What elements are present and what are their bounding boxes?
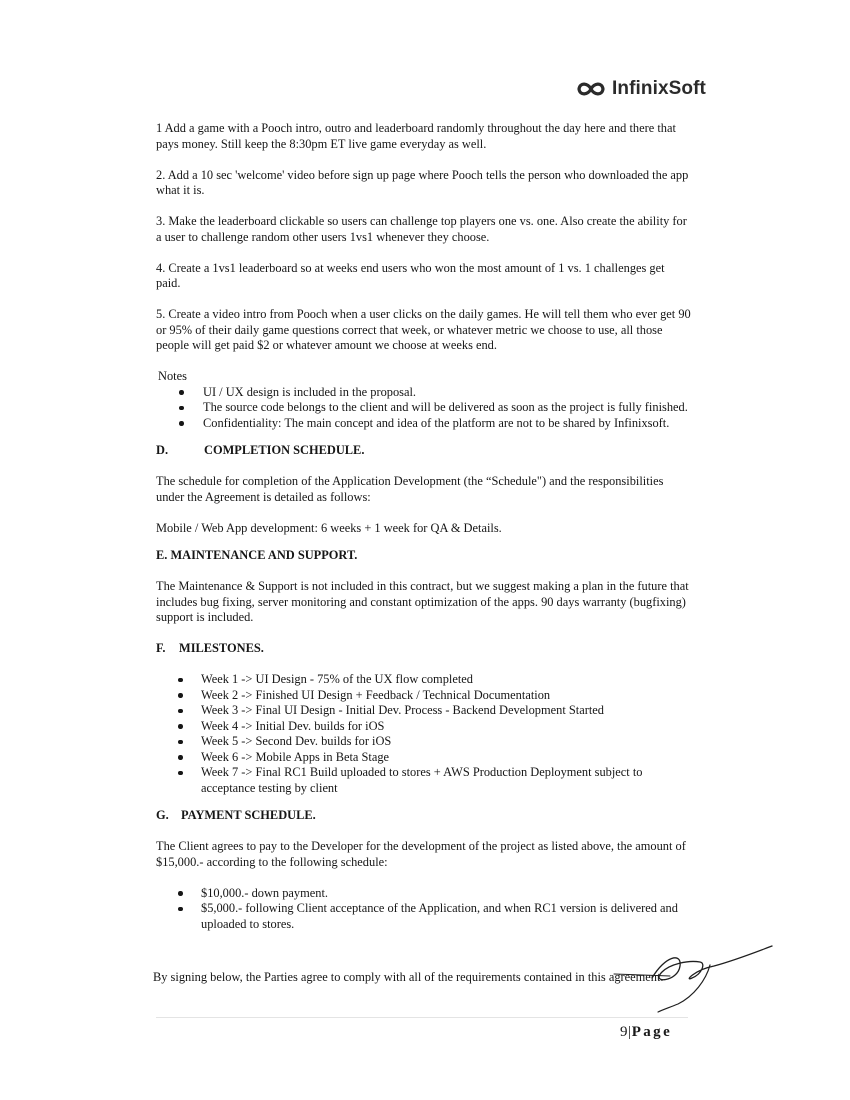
milestone-item: Week 3 -> Final UI Design - Initial Dev. Process - Backend Development Started xyxy=(156,703,692,719)
signature-icon xyxy=(610,938,780,1018)
section-d-body: The schedule for completion of the Application Development (the “Schedule") and the responsibilities under the Agreement is detailed as follows: xyxy=(156,474,664,504)
page-number-value: 9 xyxy=(620,1024,629,1040)
logo-text-infinix: Infinix xyxy=(612,78,669,99)
footer-divider xyxy=(156,1017,688,1018)
section-g-heading xyxy=(156,808,692,824)
agreement-statement: By signing below, the Parties agree to comply with all of the requirements contained in this agreement. xyxy=(153,970,664,984)
section-f-letter: F. xyxy=(156,641,166,655)
list-item-3: 3. Make the leaderboard clickable so users can challenge top players one vs. one. Also create the ability for a user to challenge random other users 1vs1 whenever they choose. xyxy=(156,214,687,244)
logo-text-soft: Soft xyxy=(668,78,706,99)
milestone-item: Week 4 -> Initial Dev. builds for iOS xyxy=(156,719,692,735)
notes-bullet: UI / UX design is included in the proposal. xyxy=(156,385,692,401)
list-item-5: 5. Create a video intro from Pooch when a user clicks on the daily games. He will tell them who ever get 90 or 95% of their daily game questions correct that week, or whatever metric we choose to use, all those people will get paid $2 or whatever amount we choose at weeks end. xyxy=(156,307,691,352)
section-e-body: The Maintenance & Support is not included in this contract, but we suggest making a plan in the future that includes bug fixing, server monitoring and constant optimization of the apps. 90 days warranty (bugfixing) support is included. xyxy=(156,579,689,624)
section-d-line: Mobile / Web App development: 6 weeks + 1 week for QA & Details. xyxy=(156,520,502,535)
milestone-item: Week 7 -> Final RC1 Build uploaded to stores + AWS Production Deployment subject to acceptance testing by client xyxy=(156,765,692,796)
section-g-body: The Client agrees to pay to the Developer for the development of the project as listed above, the amount of $15,000.- according to the following schedule: xyxy=(156,839,686,869)
notes-bullet: The source code belongs to the client and will be delivered as soon as the project is fully finished. xyxy=(156,400,692,416)
section-g-letter: G. xyxy=(156,808,169,822)
notes-list xyxy=(156,385,692,432)
milestone-item: Week 2 -> Finished UI Design + Feedback / Technical Documentation xyxy=(156,688,692,704)
notes-title: Notes xyxy=(158,369,187,383)
list-item-4: 4. Create a 1vs1 leaderboard so at weeks end users who won the most amount of 1 vs. 1 challenges get paid. xyxy=(156,260,665,290)
document-body xyxy=(156,121,692,932)
payment-list xyxy=(156,886,692,933)
milestone-item: Week 6 -> Mobile Apps in Beta Stage xyxy=(156,750,692,766)
infinity-icon xyxy=(576,79,606,99)
section-d-letter: D. xyxy=(156,443,169,457)
page-label: Page xyxy=(631,1024,673,1040)
section-f-title: MILESTONES. xyxy=(179,641,264,655)
notes-bullet: Confidentiality: The main concept and idea of the platform are not to be shared by Infinixsoft. xyxy=(156,416,692,432)
page-number xyxy=(620,1024,672,1041)
milestones-list xyxy=(156,672,692,796)
page-number-separator: | xyxy=(628,1024,632,1040)
payment-item: $5,000.- following Client acceptance of the Application, and when RC1 version is delivered and uploaded to stores. xyxy=(156,901,692,932)
company-logo xyxy=(576,74,706,104)
section-g-title: PAYMENT SCHEDULE. xyxy=(181,808,316,822)
logo-wordmark xyxy=(612,78,706,100)
payment-item: $10,000.- down payment. xyxy=(156,886,692,902)
section-d-heading xyxy=(156,443,692,459)
section-e-heading: E. MAINTENANCE AND SUPPORT. xyxy=(156,548,358,562)
section-d-title: COMPLETION SCHEDULE. xyxy=(204,443,365,457)
milestone-item: Week 5 -> Second Dev. builds for iOS xyxy=(156,734,692,750)
milestone-item: Week 1 -> UI Design - 75% of the UX flow completed xyxy=(156,672,692,688)
list-item-1: 1 Add a game with a Pooch intro, outro and leaderboard randomly throughout the day here and there that pays money. Still keep the 8:30pm ET live game everyday as well. xyxy=(156,121,676,151)
list-item-2: 2. Add a 10 sec 'welcome' video before sign up page where Pooch tells the person who downloaded the app what it is. xyxy=(156,167,689,197)
section-f-heading xyxy=(156,641,692,657)
